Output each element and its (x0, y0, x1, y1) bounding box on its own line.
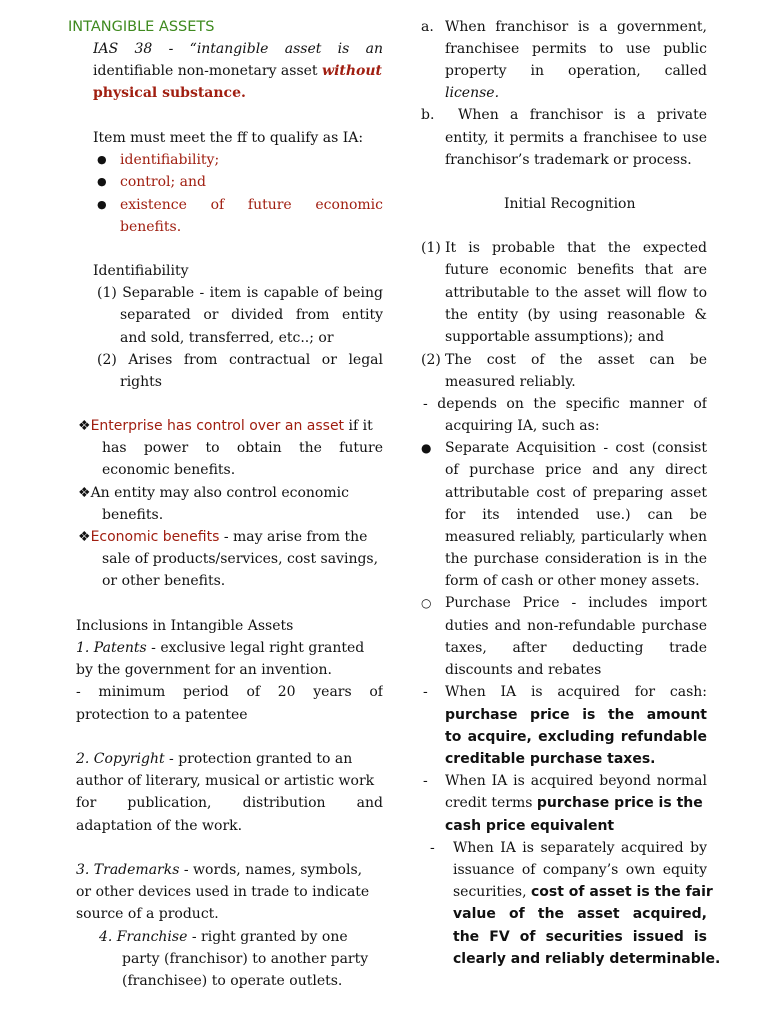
identifiability-item: separated or divided from entity (120, 307, 383, 323)
economic-line-1: ❖Economic benefits - may arise from the (78, 529, 368, 545)
economic-line-2: sale of products/services, cost savings, (102, 551, 379, 567)
identifiability-title: Identifiability (93, 263, 189, 279)
separate-acq-line: of purchase price and any direct (445, 462, 707, 478)
page-heading: INTANGIBLE ASSETS (68, 19, 215, 35)
definition-line-3: physical substance. (93, 85, 246, 101)
criterion-1-label: (1) (421, 240, 441, 256)
equity-line: When IA is separately acquired by (453, 840, 707, 856)
dash-bullet: - (423, 773, 428, 789)
depends-line: acquiring IA, such as: (445, 418, 600, 434)
separate-acq-line: for its intended use.) can be (445, 507, 707, 523)
dash-bullet: - (423, 684, 428, 700)
criterion-1-line: It is probable that the expected (445, 240, 707, 256)
patents-line-3: - minimum period of 20 years of (76, 684, 383, 700)
separate-acq-line: the purchase consideration is in the (445, 551, 707, 567)
identifiability-item: (2) Arises from contractual or legal (97, 352, 383, 368)
criteria-item: benefits. (120, 219, 182, 235)
dash-bullet: - (430, 840, 435, 856)
separate-acq-line: measured reliably, particularly when (445, 529, 707, 545)
item-a-license: license. (445, 85, 500, 101)
diamond-bullet-icon: ❖ (78, 485, 91, 501)
franchise-line-1: 4. Franchise - right granted by one (99, 929, 348, 945)
bullet-icon: ● (421, 441, 432, 455)
inclusions-title: Inclusions in Intangible Assets (76, 618, 294, 634)
patents-line-1: 1. Patents - exclusive legal right granted (76, 640, 365, 656)
equity-bold-line: clearly and reliably determinable. (453, 951, 721, 967)
copyright-line-1: 2. Copyright - protection granted to an (76, 751, 353, 767)
initial-recognition-title: Initial Recognition (504, 196, 636, 212)
control-line-3: economic benefits. (102, 462, 236, 478)
identifiability-item: and sold, transferred, etc..; or (120, 330, 334, 346)
purchase-price-line: Purchase Price - includes import (445, 595, 707, 611)
patents-line-4: protection to a patentee (76, 707, 248, 723)
item-b-line: franchisor’s trademark or process. (445, 152, 692, 168)
cash-line: When IA is acquired for cash: (445, 684, 707, 700)
equity-bold-line: the FV of securities issued is (453, 929, 707, 945)
criterion-1-line: future economic benefits that are (445, 262, 707, 278)
criterion-1-line: the entity (by using reasonable & (445, 307, 707, 323)
identifiability-item: (1) Separable - item is capable of being (97, 285, 383, 301)
criterion-2-label: (2) (421, 352, 441, 368)
criteria-item: identifiability; (120, 152, 220, 168)
separate-acq-line: form of cash or other money assets. (445, 573, 700, 589)
criteria-intro: Item must meet the ff to qualify as IA: (93, 130, 364, 146)
depends-line: - depends on the specific manner of (423, 396, 707, 412)
entity-line-1: ❖An entity may also control economic (78, 485, 349, 501)
copyright-line-2: author of literary, musical or artistic work (76, 773, 375, 789)
cash-bold-line: to acquire, excluding refundable (445, 729, 707, 745)
trademarks-line-2: or other devices used in trade to indicate (76, 884, 370, 900)
credit-bold-line: cash price equivalent (445, 818, 615, 834)
separate-acq-line: Separate Acquisition - cost (consist (445, 440, 707, 456)
credit-line: credit terms purchase price is the (445, 795, 703, 811)
item-b-line: When a franchisor is a private (458, 107, 707, 123)
equity-line: securities, cost of asset is the fair (453, 884, 713, 900)
criteria-item: control; and (120, 174, 207, 190)
criterion-1-line: attributable to the asset will flow to (445, 285, 707, 301)
purchase-price-line: taxes, after deducting trade (445, 640, 707, 656)
circle-bullet-icon: ○ (421, 596, 432, 610)
diamond-bullet-icon: ❖ (78, 418, 91, 434)
item-a-label: a. (421, 19, 434, 35)
control-line-1: ❖Enterprise has control over an asset if it (78, 418, 373, 434)
item-a-line: property in operation, called (445, 63, 707, 79)
bullet-icon: ● (97, 175, 107, 188)
definition-line-2: identifiable non-monetary asset without (93, 63, 383, 79)
franchise-line-3: (franchisee) to operate outlets. (122, 973, 343, 989)
franchise-line-2: party (franchisor) to another party (122, 951, 369, 967)
copyright-line-4: adaptation of the work. (76, 818, 243, 834)
definition-line-1: IAS 38 - “intangible asset is an (93, 41, 383, 57)
item-b-line: entity, it permits a franchisee to use (445, 130, 707, 146)
item-a-line: When franchisor is a government, (445, 19, 707, 35)
purchase-price-line: discounts and rebates (445, 662, 602, 678)
separate-acq-line: attributable cost of preparing asset (445, 485, 707, 501)
criterion-1-line: supportable assumptions); and (445, 329, 665, 345)
diamond-bullet-icon: ❖ (78, 529, 91, 545)
purchase-price-line: duties and non-refundable purchase (445, 618, 707, 634)
control-line-2: has power to obtain the future (102, 440, 383, 456)
identifiability-item: rights (120, 374, 162, 390)
criteria-item: existence of future economic (120, 197, 383, 213)
patents-line-2: by the government for an invention. (76, 662, 332, 678)
credit-line: When IA is acquired beyond normal (445, 773, 707, 789)
criterion-2-line: The cost of the asset can be (445, 352, 707, 368)
equity-bold-line: value of the asset acquired, (453, 906, 707, 922)
trademarks-line-3: source of a product. (76, 906, 219, 922)
criterion-2-line: measured reliably. (445, 374, 576, 390)
trademarks-line-1: 3. Trademarks - words, names, symbols, (76, 862, 363, 878)
bullet-icon: ● (97, 198, 107, 211)
entity-line-2: benefits. (102, 507, 164, 523)
cash-bold-line: purchase price is the amount (445, 707, 707, 723)
item-b-label: b. (421, 107, 435, 123)
equity-line: issuance of company’s own equity (453, 862, 707, 878)
copyright-line-3: for publication, distribution and (76, 795, 383, 811)
economic-line-3: or other benefits. (102, 573, 226, 589)
bullet-icon: ● (97, 153, 107, 166)
cash-bold-line: creditable purchase taxes. (445, 751, 656, 767)
item-a-line: franchisee permits to use public (445, 41, 707, 57)
